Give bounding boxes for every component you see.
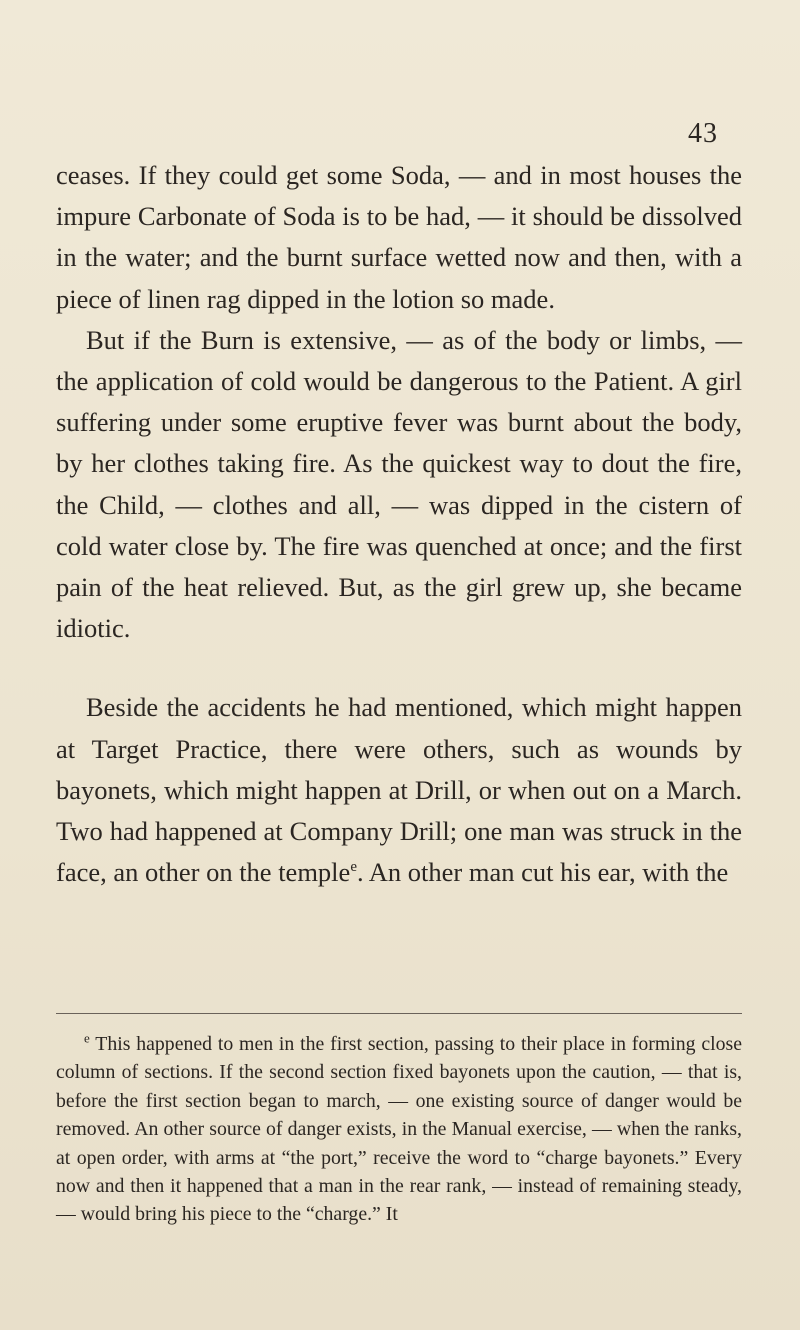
body-text — [56, 155, 742, 893]
paragraph-3 — [56, 687, 742, 893]
paragraph-1: ceases. If they could get some Soda, — and in most houses the impure Carbonate of Soda is to be had, — it should be dissolved in the water; and the burnt surface wetted now and then, with a piece of linen rag dipped in the lotion so made. — [56, 160, 742, 314]
footnote — [56, 1030, 742, 1229]
footnote-mark: e — [84, 1030, 90, 1046]
page-number: 43 — [688, 118, 718, 149]
paragraph-2: But if the Burn is extensive, — as of the body or limbs, — the application of cold would be dangerous to the Patient. A girl suffering under some eruptive fever was burnt about the body, by her clothes taking fire. As the quickest way to dout the fire, the Child, — clothes and all, — was dipped in the cistern of cold water close by. The fire was quenched at once; and the first pain of the heat relieved. But, as the girl grew up, she became idiotic. — [56, 324, 742, 644]
paragraph-3-tail: . An other man cut his ear, with the — [356, 857, 729, 888]
footnote-reference: e — [350, 859, 357, 876]
footnote-text: This happened to men in the first section, passing to their place in forming close column of sections. If the second section fixed bayonets upon the caution, — that is, before the first section began to march, — one existing source of danger would be removed. An other source of danger exists, in the Manual exercise, — when the ranks, at open order, with arms at “the port,” receive the word to “charge bayonets.” Every now and then it happened that a man in the rear rank, — instead of remaining steady, — would bring his piece to the “charge.” It — [56, 1033, 742, 1226]
paragraph-3-text: Beside the accidents he had mentioned, which might happen at Target Practice, there were others, such as wounds by bayonets, which might happen at Drill, or when out on a March. Two had happened at Company Drill; one man was struck in the face, an other on the temple — [56, 692, 742, 888]
footnote-divider — [56, 1013, 742, 1014]
